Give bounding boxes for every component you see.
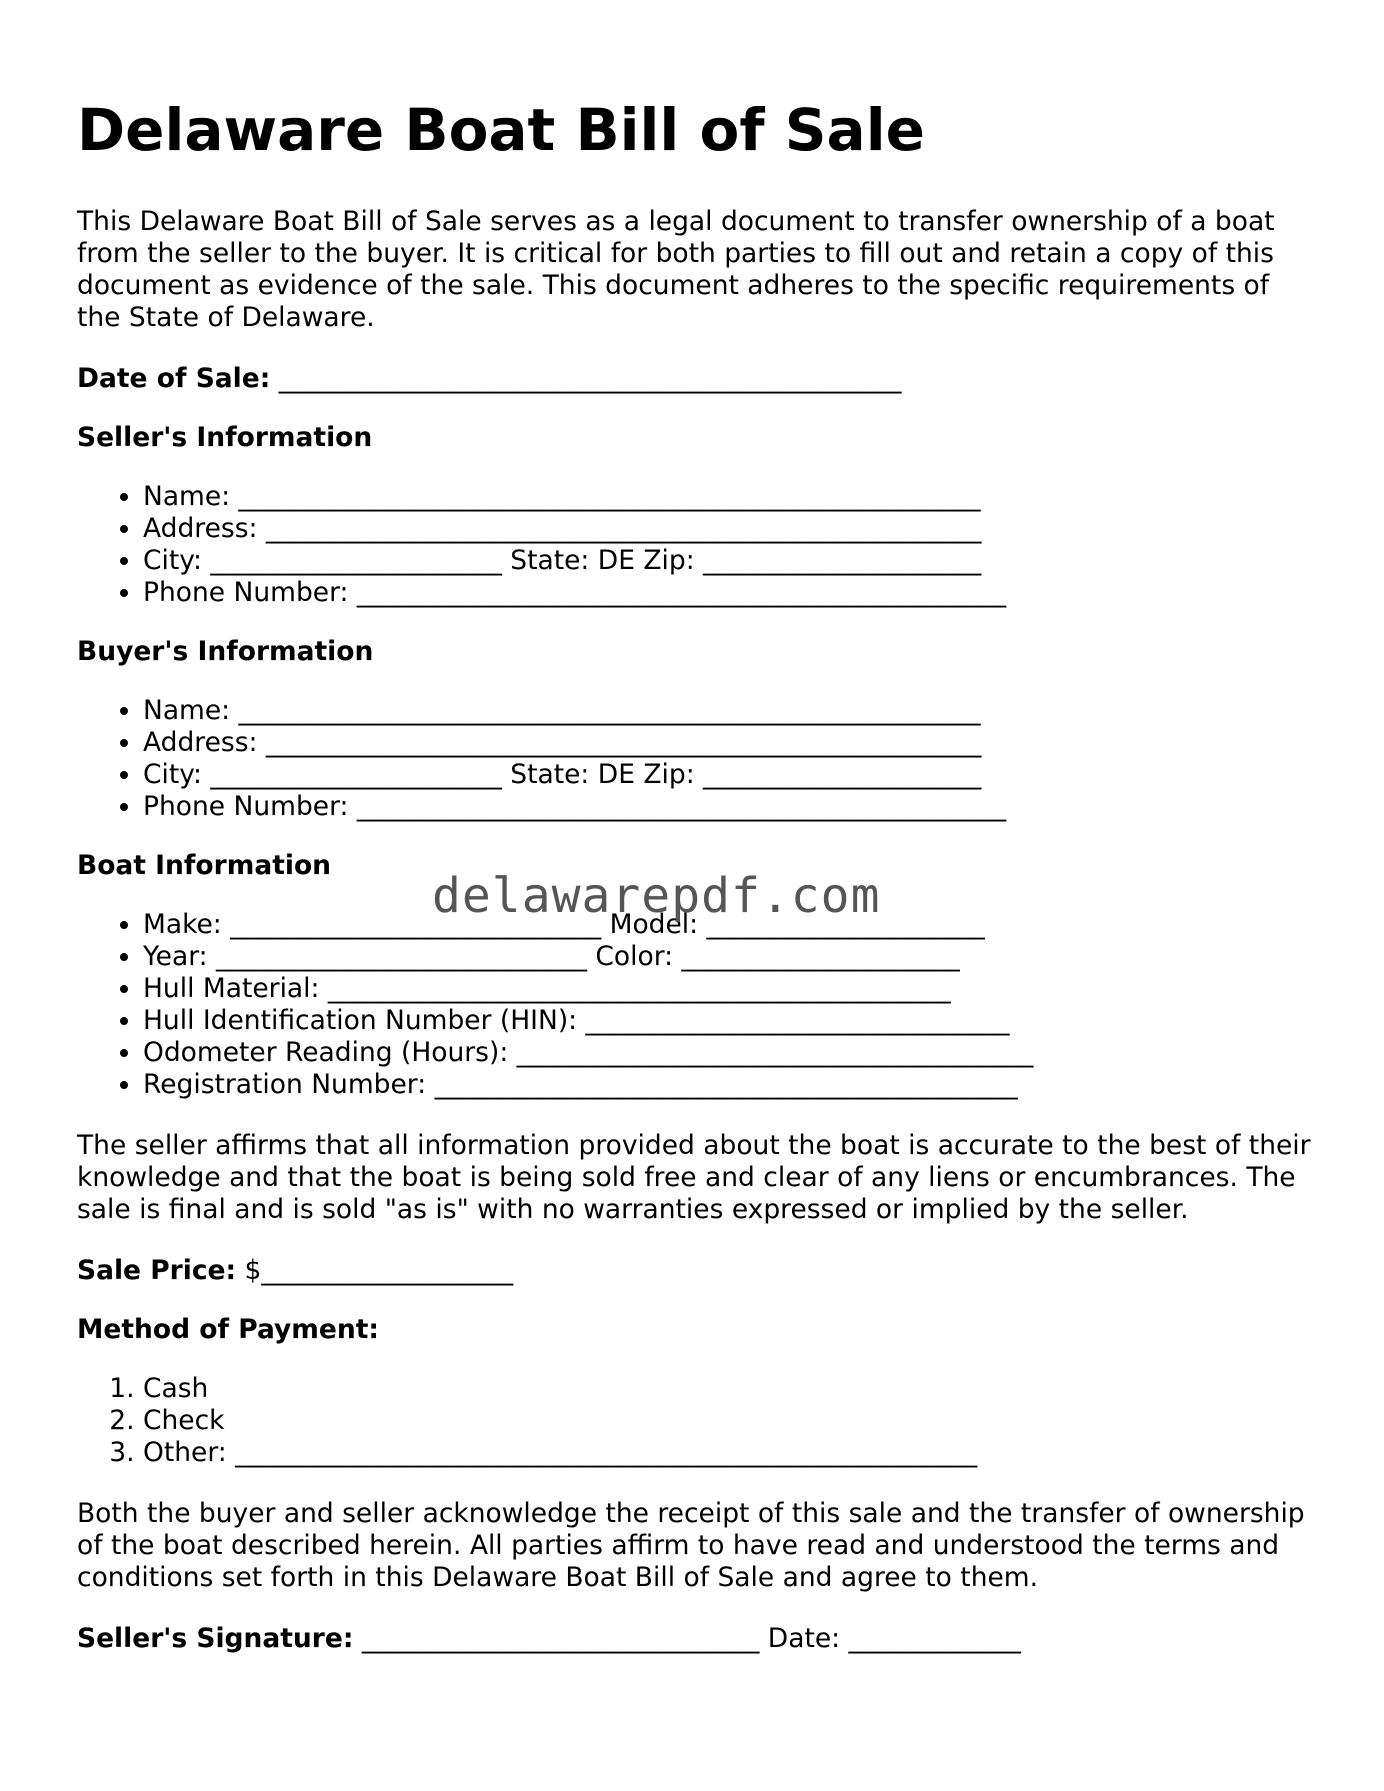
intro-paragraph: This Delaware Boat Bill of Sale serves as a legal document to transfer ownership of a boat from the seller to the buyer. It is critical for both parties to fill out and retain a copy of this document as evidence of the sale. This document adheres to the specific requirements of the State of Delaware. bbox=[77, 206, 1275, 333]
seller-address-field[interactable]: • Address: ______________________________________________________ bbox=[143, 513, 1317, 545]
buyer-address-field[interactable]: • Address: ______________________________________________________ bbox=[143, 727, 1317, 759]
sale-price-blank[interactable]: $___________________ bbox=[236, 1255, 514, 1286]
buyer-heading: Buyer's Information bbox=[77, 636, 374, 667]
seller-list bbox=[77, 481, 1317, 609]
payment-option-cash[interactable]: 1. Cash bbox=[143, 1373, 1317, 1405]
acknowledgement-paragraph: Both the buyer and seller acknowledge the receipt of this sale and the transfer of ownership of the boat described herein. All parties affirm to have read and understood the terms and conditions set forth in this Delaware Boat Bill of Sale and agree to them. bbox=[77, 1498, 1305, 1593]
seller-city-state-zip-field[interactable]: • City: ______________________ State: DE Zip: _____________________ bbox=[143, 545, 1317, 577]
buyer-list bbox=[77, 695, 1317, 823]
sale-price-field[interactable] bbox=[77, 1255, 1317, 1287]
boat-hin-field[interactable]: • Hull Identification Number (HIN): ________________________________ bbox=[143, 1005, 1317, 1037]
seller-signature-blank[interactable]: ______________________________ Date: _____________ bbox=[353, 1623, 1021, 1654]
buyer-phone-field[interactable]: • Phone Number: _________________________________________________ bbox=[143, 791, 1317, 823]
payment-option-other[interactable]: 3. Other: ________________________________________________________ bbox=[143, 1437, 1317, 1469]
boat-registration-field[interactable]: • Registration Number: ____________________________________________ bbox=[143, 1069, 1317, 1101]
seller-signature-field[interactable] bbox=[77, 1623, 1317, 1655]
page-title: Delaware Boat Bill of Sale bbox=[77, 96, 925, 164]
boat-odometer-field[interactable]: • Odometer Reading (Hours): _______________________________________ bbox=[143, 1037, 1317, 1069]
date-of-sale-blank[interactable]: _______________________________________________ bbox=[270, 363, 902, 394]
boat-list bbox=[77, 909, 1317, 1101]
boat-heading: Boat Information bbox=[77, 850, 332, 881]
payment-option-check[interactable]: 2. Check bbox=[143, 1405, 1317, 1437]
boat-make-model-field[interactable]: • Make: ____________________________ Model: _____________________ bbox=[143, 909, 1317, 941]
payment-list bbox=[77, 1373, 1317, 1469]
seller-name-field[interactable]: • Name: ________________________________________________________ bbox=[143, 481, 1317, 513]
seller-phone-field[interactable]: • Phone Number: _________________________________________________ bbox=[143, 577, 1317, 609]
affirmation-paragraph: The seller affirms that all information provided about the boat is accurate to the best of their knowledge and that the boat is being sold free and clear of any liens or encumbrances. The sale is final and is sold "as is" with no warranties expressed or implied by the seller. bbox=[77, 1130, 1311, 1225]
date-of-sale-field[interactable] bbox=[77, 363, 1317, 395]
payment-heading: Method of Payment: bbox=[77, 1314, 380, 1345]
buyer-name-field[interactable]: • Name: ________________________________________________________ bbox=[143, 695, 1317, 727]
seller-signature-label: Seller's Signature: bbox=[77, 1623, 354, 1654]
boat-hull-material-field[interactable]: • Hull Material: _______________________________________________ bbox=[143, 973, 1317, 1005]
sale-price-label: Sale Price: bbox=[77, 1255, 237, 1286]
seller-heading: Seller's Information bbox=[77, 422, 373, 453]
buyer-city-state-zip-field[interactable]: • City: ______________________ State: DE Zip: _____________________ bbox=[143, 759, 1317, 791]
boat-year-color-field[interactable]: • Year: ____________________________ Color: _____________________ bbox=[143, 941, 1317, 973]
date-of-sale-label: Date of Sale: bbox=[77, 363, 271, 394]
watermark: delawarepdf.com bbox=[432, 868, 881, 924]
